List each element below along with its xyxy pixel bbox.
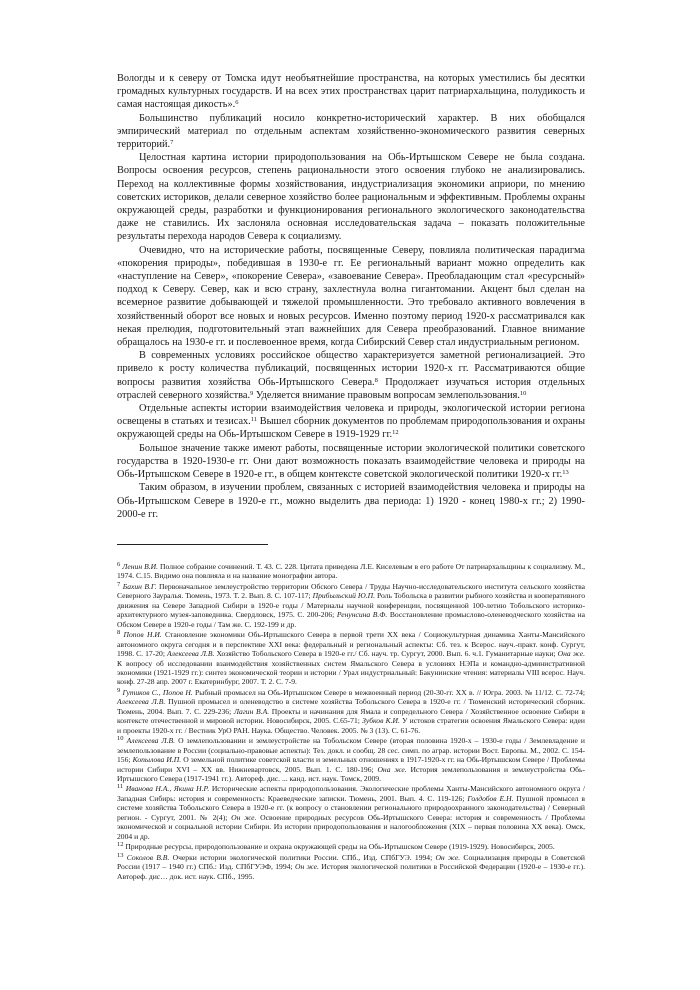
footnote-5 [117,736,585,783]
footnote-ref: 12 [117,841,124,849]
text-run: У истоков стратегии освоения Ямальского Севера: идеи и проекты 1920-х гг. / Вестник УрО РАН. Наука. Общество. Человек. 2005. № 3 (13). С. 61-76. [117,716,585,735]
author-name: Лагин В.А. [233,706,270,716]
footnotes [117,562,585,881]
footnote-ref: 11 [250,416,258,424]
text-run: Целостная картина истории природопользования на Обь-Иртышском Севере не была создана. Вопросы освоения ресурсов, степень рациональности этого освоения глубоко не анализировались. Переход на коллективные формы хозяйствования, индустриализация экономики априори, по мнению советских историков, делали северное хозяйство более рациональным и эффективным. Проблемы охраны окружающей среды, разработки и функционирования регионального экологического законодательства даже не ставились. Их заслоняла основная исследовательская задача – показать положительные результаты перехода народов Севера к социализму. [117,152,585,243]
author-name: Гутиков С., Попов Н. [122,687,193,697]
text-run: Отдельные аспекты истории взаимодействия человека и природы, экологической истории региона освещены в статьях и тезисах. [117,403,585,428]
author-name: Алексеева Л.В. [117,697,166,707]
text-run: Продолжает изучаться история отдельных отраслей северного хозяйства. [117,376,585,401]
text-run: Проекты и начинания для Ямала и сопредельного Севера / Хозяйственное освоение Сибири в контексте отечественной и мировой истории. Новосибирск, 2005. С.65-71; [117,706,585,726]
text-run: Вышел сборник документов по проблемам природопользования и охраны окружающей среды на Обь-Иртышском Севере в 1919-1929 гг. [117,416,585,441]
text-run: Таким образом, в изучении проблем, связанных с историей взаимодействия человека и природы на Обь-Иртышском Севере в 1920-е гг., можно выделить два периода: 1) 1920 - конец 1980-х гг.; 2) 1990-2000-е гг. [117,482,585,520]
paragraph-8 [117,481,585,521]
text-run: История землепользования и землеустройства Обь-Иртышского Севера (1917-1941 гг.). Автореф. дис. ... канд. ист. наук. Томск, 2009. [117,764,585,783]
paragraph-6 [117,402,585,442]
footnote-4 [117,688,585,735]
text-run: К вопросу об исследовании взаимодействия хозяйственных систем Ямальского Севера в условиях НЭПа и командно-административной экономики (1921-1929 гг.): синтез экономической теории и истории / Урал индустриальный: Бакунинские чтения: материалы VIII всерос. Науч. конф. 27-28 апр. 2007 г. Екатеринбург, 2007. Т. 2. С. 7-9. [117,658,585,687]
text-run: Природные ресурсы, природопользование и охрана окружающей среды на Обь-Иртышском Севере (1919-1929). Новосибирск, 2005. [123,842,555,852]
author-name: Ленин В.И. [122,562,159,571]
footnote-ref: 13 [562,469,569,477]
footnote-ref: 6 [117,561,121,568]
text-run: Полное собрание сочинений. Т. 43. С. 228. Цитата приведена Л.Е. Киселевым в его работе От патриархальщины к социализму. М., 1974. С.15. Видимо она повлияла и на название монографии автора. [117,562,585,581]
text-run: Вологды и к северу от Томска идут необъятнейшие пространства, на которых уместились бы десятки громадных культурных государств. И на всех этих пространствах царит патриархальщина, полудикость и самая настоящая дикость». [117,73,585,111]
footnote-ref: 9 [117,686,121,694]
text-run: Роль Тобольска в развитии рыбного хозяйства и кооперативного движения на Севере Западной Сибири в 1920-е годы / Материалы научной конференции, посвященной 100-летию Тобольского историко-архитектурного музея-заповедника. Свердловск, 1975. С. 200-206; [117,591,586,620]
text-run: О землепользовании и землеустройстве на Тобольском Севере (вторая половина 1920-х – 1930-е годы / Землевладение и землепользование в России (социально-правовые аспекты): Тез. докл. и сообщ. 28 сес. симп. по аграр. истории Вост. Европы. М., 2002. С. 154-156; [117,736,585,765]
text-run: Хозяйство Тобольского Севера в 1920-е гг./ Сб. науч. тр. Сургут, 2000. Вып. 6. ч.1. Гуманитарные науки; [214,649,558,659]
text-run: Большинство публикаций носило конкретно-исторический характер. В них обобщался эмпирический материал по отдельным аспектам хозяйственно-экономического развития северных территорий. [117,112,585,151]
author-name: Копылова И.П. [132,755,182,765]
author-name: Алексеева Л.В. [166,649,215,659]
author-name: Зубков К.И. [362,716,400,726]
author-name: Он же. [231,812,257,822]
footnote-1 [117,562,585,581]
author-name: Он же. [294,862,319,872]
footnote-ref: 10 [519,389,527,397]
paragraph-5 [117,349,585,402]
footnote-7 [117,842,585,851]
footnote-3 [117,630,585,687]
text-run: Исторические аспекты природопользования. Экологические проблемы Ханты-Мансийского автономного округа / Западная Сибирь: история и современность: Краеведческие записки. Тюмень, 2001. Вып. 4. С. 119-126; [117,784,585,803]
author-name: Он же. [435,852,461,862]
author-name: Соколов В.В. [126,852,170,862]
text-run: Становление экономики Обь-Иртышского Севера в первой трети XX века / Социокультурная динамика Ханты-Мансийского автономного округа сегодня и в перспективе XXI века: федеральный и региональный аспекты: Сб. тез. к Всерос. науч.-практ. конф. Сургут, 1998. С. 17-20; [117,630,585,659]
author-name: Алексеева Л.В. [126,736,176,746]
paragraph-4 [117,244,585,350]
text-run: Социализация природы в Советской России (1917 – 1940 гг.) СПб.: Изд. СПбГУЭФ, 1994; [117,852,585,872]
author-name: Попов Н.И. [123,630,162,640]
text-run: В современных условиях российское общество характеризуется заметной регионализацией. Это привело к росту количества публикаций, посвященных истории 1920-х гг. Рассматриваются общие вопросы развития хозяйства Обь-Иртышского Севера. [117,350,585,388]
footnote-ref: 7 [170,139,174,147]
footnote-6 [117,784,585,841]
footnote-ref: 12 [392,429,399,437]
author-name: Иванова Н.А., Якина Н.Р. [125,784,210,794]
footnote-2 [117,582,585,629]
footnote-ref: 8 [374,376,378,384]
author-name: Ренунсина В.Ф. [336,610,388,620]
author-name: Она же. [377,764,407,774]
text-run: Пушной промысел и оленеводство в системе хозяйства Тобольского Севера в 1920-е гг. / Тюменский исторический сборник. Тюмень, 2004. Вып. 7. С. 229-236; [117,697,585,716]
footnote-ref: 7 [117,580,121,588]
text-run: Большое значение также имеют работы, посвященные истории экологической политики советского государства в 1920-1930-е гг. Они дают возможность показать взаимодействие человека и природы на Обь-Иртышском Севере в 1920-е гг., в общем контексте советской экологической политики 1920-х гг. [117,442,585,481]
main-text [117,72,585,521]
paragraph-1 [117,72,585,112]
author-name: Прибыльский Ю.П. [312,591,375,601]
footnote-ref: 13 [117,851,124,859]
text-run: Восстановление промыслово-оленеводческого хозяйства на Обском Севере в 1920-е годы / Там же. С. 192-199 и др. [117,610,585,629]
footnote-ref: 9 [250,389,254,397]
text-run: Уделяется внимание правовым вопросам землепользования. [253,389,520,401]
paragraph-3 [117,151,585,243]
footnote-ref: 8 [117,629,121,637]
author-name: Голдобов Е.Н. [467,793,514,803]
text-run: Освоение природных ресурсов Обь-Иртышского Севера: история и современность / Проблемы экономической и социальной истории Сибири. Из истории природопользования и налогообложения (XIX – первая половина XX века). Омск, 2004 и др. [117,812,585,841]
text-run: История экологической политики в Российской Федерации (1920-е – 1930-е гг.). Автореф. дис… док. ист. наук. СПб., 1995. [117,862,585,881]
text-run: Очерки истории экологической политики России. СПб., Изд. СПбГУЭ. 1994; [169,852,436,862]
footnote-ref: 11 [117,783,124,791]
text-run: О земельной политике советской власти и земельных отношениях в 1917-1920-х гг. на Обь-Иртышском Севере / Проблемы истории Сибири XVI – XX вв. Нижневартовск, 2005. Вып. 1. С. 180-196; [117,755,585,774]
text-run: Пушной промысел в системе хозяйства Тобольского Севера в 1920-е гг. (к вопросу о становлении регионального природоохранного законодательства) / Северный регион. - Сургут, 2001. № 2(4); [117,793,585,822]
footnote-ref: 10 [117,735,124,743]
text-run: Рыбный промысел на Обь-Иртышском Севере в межвоенный период (20-30-гг. XX в. // Югра. 2003. № 11/12. С. 72-74; [192,687,585,697]
author-name: Бахин В.Г. [122,581,157,591]
text-run: Очевидно, что на исторические работы, посвященные Северу, повлияла политическая парадигма «покорения природы», победившая в 1930-е гг. Ее региональный вариант можно определить как «наступление на Север», «покорение Севера», «завоевание Севера». Преобладающим стал «ресурсный» подход к Северу. Север, как и всю страну, захлестнула волна гигантомании. Акцент был сделан на всемерное развитие добывающей и тяжелой промышленности. Это требовало активного вовлечения в хозяйственный оборот все новых и новых ресурсов. Именно поэтому период 1920-х рассматривался как некая прелюдия, подготовительный этап важнейших для Севера преобразований. Главное внимание обращалось на 1930-е гг. и послевоенное время, когда Сибирский Север стал индустриальным регионом. [117,244,585,349]
paragraph-2 [117,112,585,152]
footnote-separator [117,544,268,545]
text-run: Первоначальное землеустройство территории Обского Севера / Труды Научно-исследовательского института сельского хозяйства Северного Зауралья. Тюмень, 1973. Т. 2. Вып. 8. С. 107-117; [117,581,585,601]
footnote-ref: 6 [235,99,239,107]
footnote-8 [117,853,585,881]
paragraph-7 [117,442,585,482]
author-name: Она же. [557,649,585,659]
